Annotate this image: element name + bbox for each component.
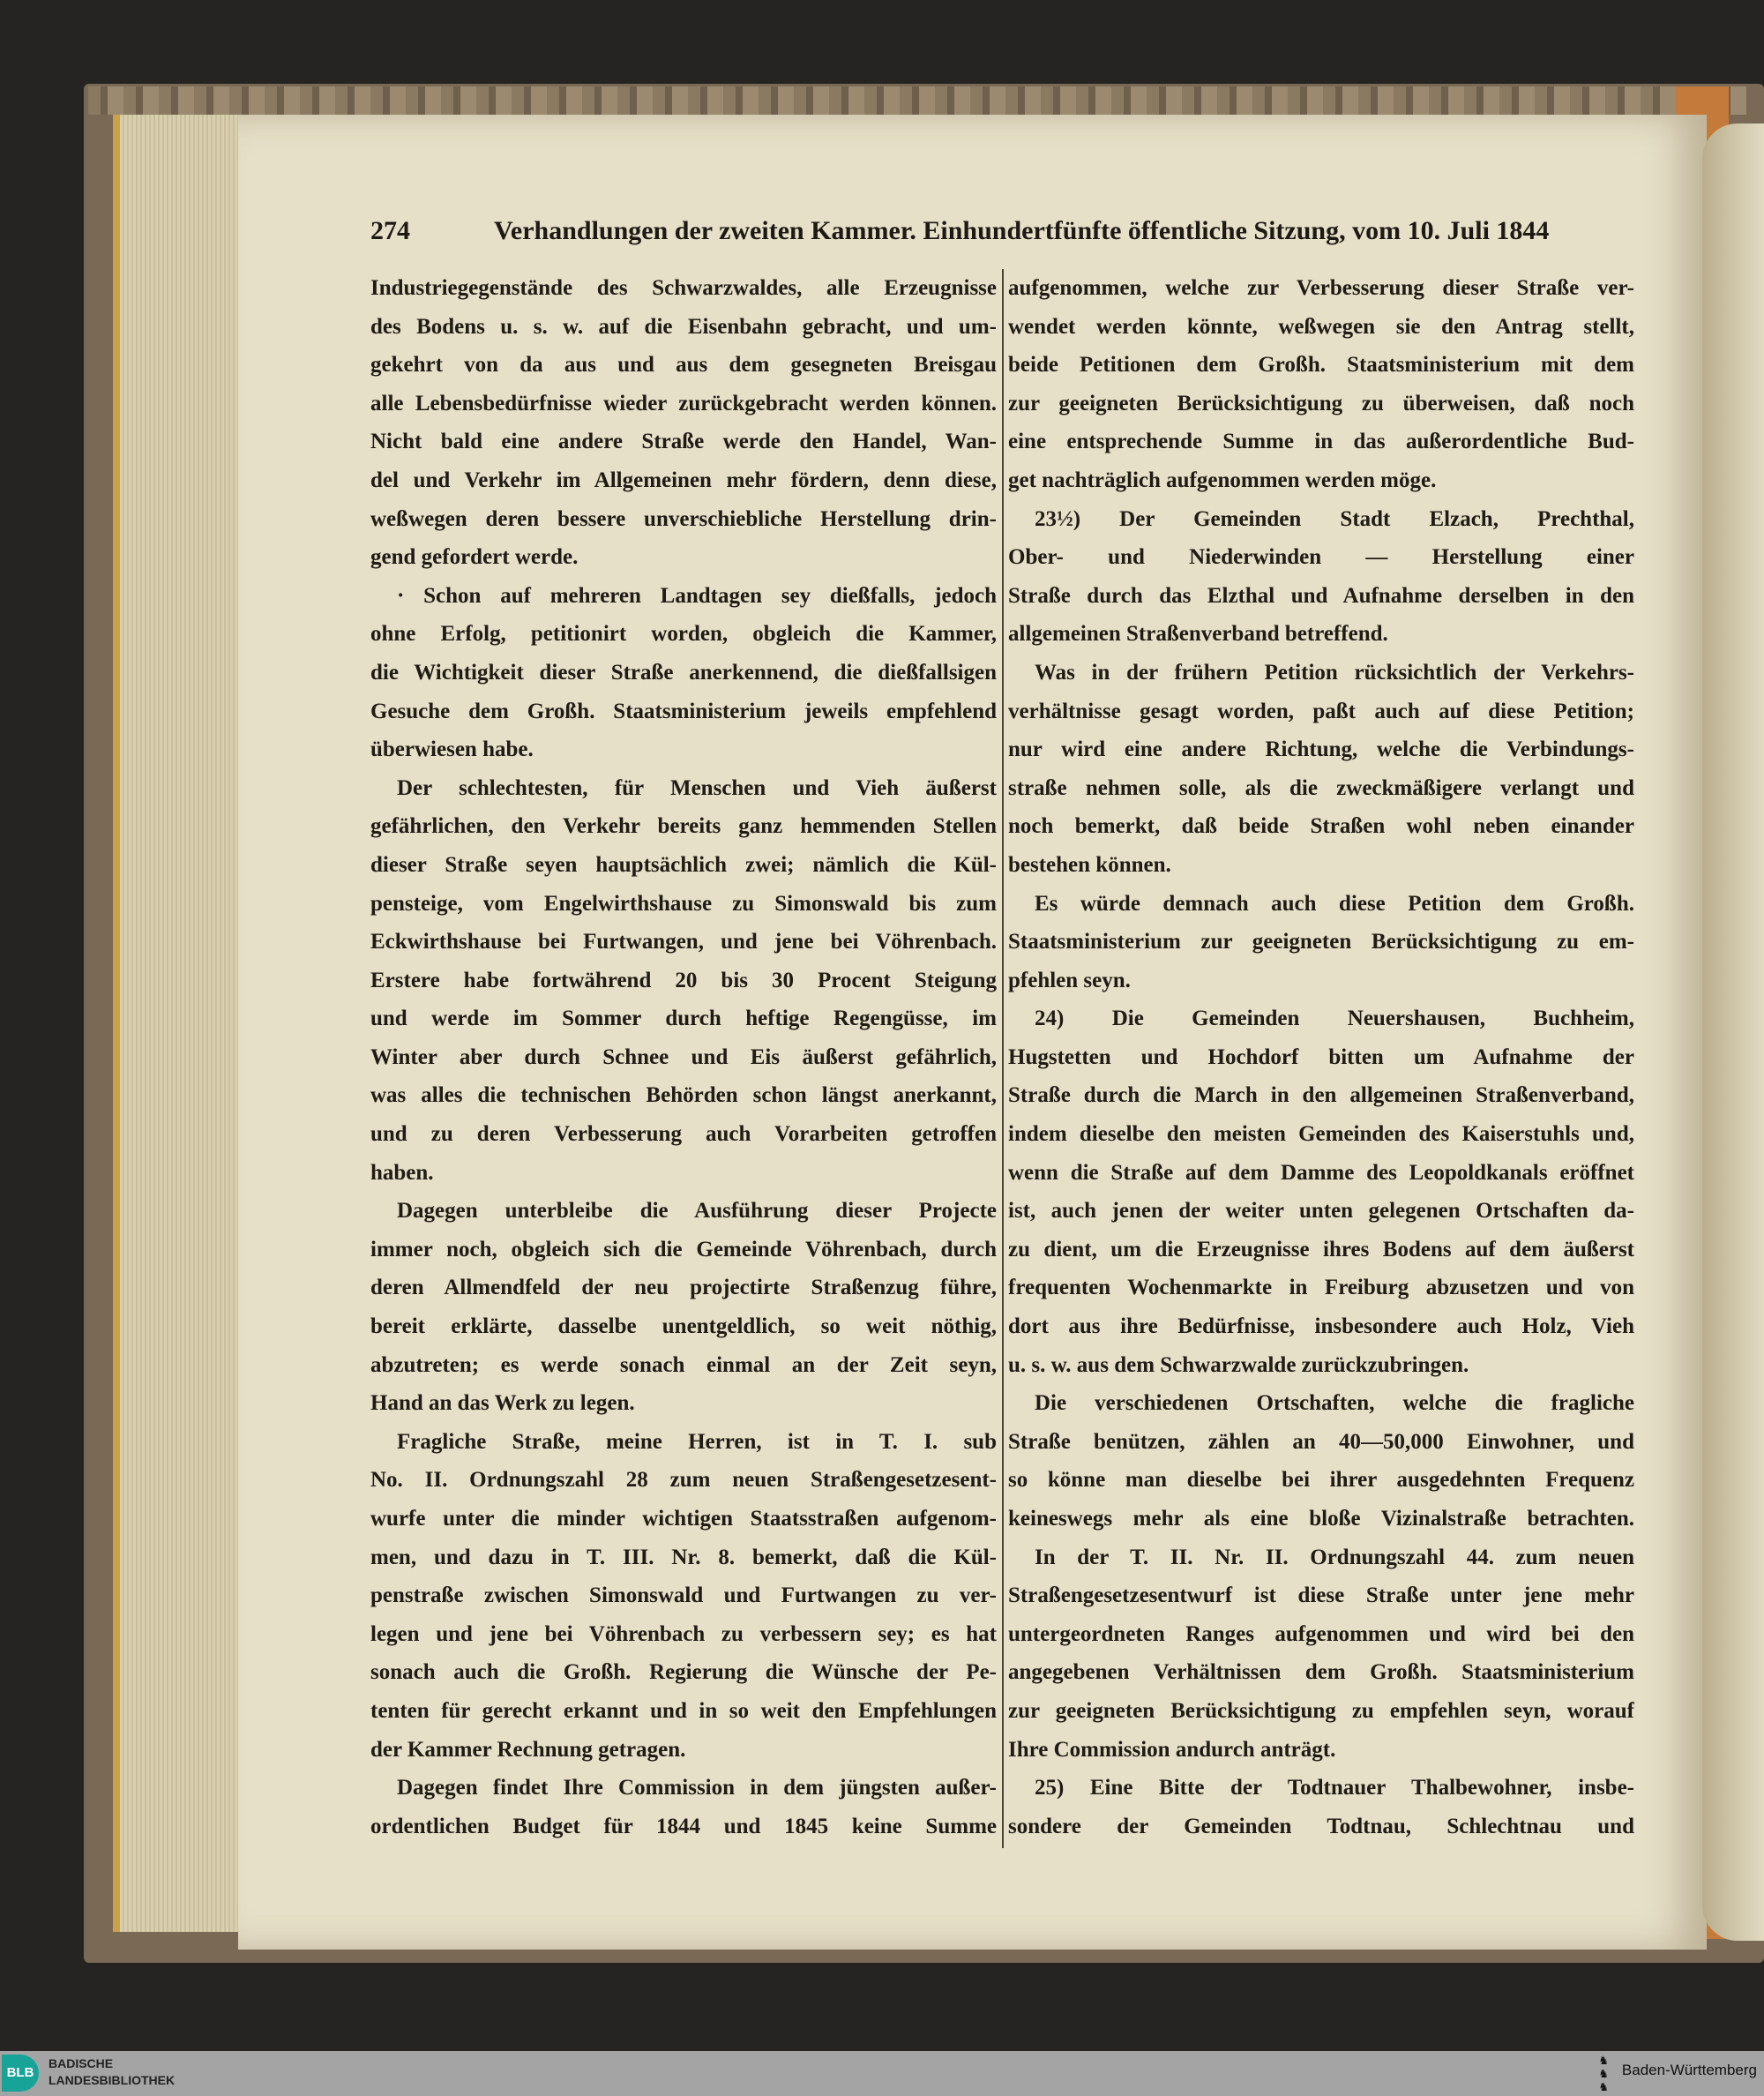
right-text-column xyxy=(1008,269,1634,1845)
text-line: Nicht bald eine andere Straße werde den Handel, Wan- xyxy=(370,430,997,454)
page-stack-edge xyxy=(113,115,252,1932)
text-line: dieser Straße seyen hauptsächlich zwei; nämlich die Kül- xyxy=(370,852,997,877)
text-line: aufgenommen, welche zur Verbesserung dieser Straße ver- xyxy=(1008,276,1634,300)
text-line: gefährlichen, den Verkehr bereits ganz hemmenden Stellen xyxy=(370,814,997,839)
text-line: untergeordneten Ranges aufgenommen und wird bei den xyxy=(1008,1621,1634,1646)
text-line: bestehen können. xyxy=(1008,852,1171,877)
library-name-line1: BADISCHE xyxy=(49,2056,114,2070)
text-line: angegebenen Verhältnissen dem Großh. Staatsministerium xyxy=(1008,1660,1634,1685)
next-page-curl xyxy=(1702,124,1764,1941)
blb-logo[interactable]: BLB xyxy=(2,2055,39,2092)
text-line: ohne Erfolg, petitionirt worden, obgleich die Kammer, xyxy=(370,622,997,647)
text-line: · Schon auf mehreren Landtagen sey dießfalls, jedoch xyxy=(397,583,997,608)
text-line: Industriegegenstände des Schwarzwaldes, alle Erzeugnisse xyxy=(370,276,997,300)
text-line: was alles die technischen Behörden schon längst anerkannt, xyxy=(370,1083,997,1108)
text-line: sondere der Gemeinden Todtnau, Schlechtnau und xyxy=(1008,1814,1634,1838)
text-line: Dagegen findet Ihre Commission in dem jüngsten außer- xyxy=(397,1776,997,1800)
text-line: so könne man dieselbe bei ihrer ausgedehnten Frequenz xyxy=(1008,1468,1634,1493)
text-line: des Bodens u. s. w. auf die Eisenbahn gebracht, und um- xyxy=(370,314,997,339)
text-line: Fragliche Straße, meine Herren, ist in T. I. sub xyxy=(397,1429,997,1454)
book-cover-marbled-edge xyxy=(88,86,1746,115)
text-line: ist, auch jenen der weiter unten gelegenen Ortschaften da- xyxy=(1008,1199,1634,1224)
text-line: gekehrt von da aus und aus dem gesegneten Breisgau xyxy=(370,353,997,378)
text-line: wendet werden könnte, weßwegen sie den Antrag stellt, xyxy=(1008,314,1634,339)
text-line: legen und jene bei Vöhrenbach zu verbessern sey; es hat xyxy=(370,1621,997,1646)
running-header xyxy=(370,216,1550,251)
library-name xyxy=(49,2055,175,2089)
text-line: Straße durch das Elzthal und Aufnahme derselben in den xyxy=(1008,583,1634,608)
text-line: zur geeigneten Berücksichtigung zu empfehlen seyn, worauf xyxy=(1008,1698,1634,1723)
text-line: 23½) Der Gemeinden Stadt Elzach, Prechthal, xyxy=(1035,506,1634,531)
text-line: penstraße zwischen Simonswald und Furtwangen zu ver- xyxy=(370,1583,997,1608)
text-line: beide Petitionen dem Großh. Staatsministerium mit dem xyxy=(1008,353,1634,378)
text-line: Ihre Commission andurch anträgt. xyxy=(1008,1737,1336,1762)
text-line: Staatsministerium zur geeigneten Berücksichtigung zu em- xyxy=(1008,930,1634,954)
viewer-footer xyxy=(0,2051,1764,2096)
running-title: Verhandlungen der zweiten Kammer. Einhundertfünfte öffentliche Sitzung, vom 10. Juli 1844 xyxy=(494,216,1550,245)
text-line: Straße durch die March in den allgemeinen Straßenverband, xyxy=(1008,1083,1634,1108)
text-line: wurfe unter die minder wichtigen Staatsstraßen aufgenom- xyxy=(370,1507,997,1531)
text-line: alle Lebensbedürfnisse wieder zurückgebracht werden können. xyxy=(370,391,997,415)
text-line: abzutreten; es werde sonach einmal an der Zeit seyn, xyxy=(370,1352,997,1377)
text-line: 24) Die Gemeinden Neuershausen, Buchheim, xyxy=(1035,1007,1634,1031)
text-line: wenn die Straße auf dem Damme des Leopoldkanals eröffnet xyxy=(1008,1160,1634,1185)
column-divider xyxy=(1002,269,1004,1848)
text-line: straße nehmen solle, als die zweckmäßigere verlangt und xyxy=(1008,775,1634,800)
text-line: Hand an das Werk zu legen. xyxy=(370,1391,635,1416)
text-line: überwiesen habe. xyxy=(370,737,534,762)
text-line: noch bemerkt, daß beide Straßen wohl neben einander xyxy=(1008,814,1634,839)
text-line: No. II. Ordnungszahl 28 zum neuen Straßengesetzesent- xyxy=(370,1468,997,1493)
text-line: indem dieselbe den meisten Gemeinden des Kaiserstuhls und, xyxy=(1008,1122,1634,1147)
text-line: eine entsprechende Summe in das außerordentliche Bud- xyxy=(1008,430,1634,454)
text-line: Hugstetten und Hochdorf bitten um Aufnahme der xyxy=(1008,1044,1634,1069)
text-line: Es würde demnach auch diese Petition dem Großh. xyxy=(1035,891,1634,916)
text-line: men, und dazu in T. III. Nr. 8. bemerkt, daß die Kül- xyxy=(370,1545,997,1569)
text-line: und zu deren Verbesserung auch Vorarbeiten getroffen xyxy=(370,1122,997,1147)
text-line: zu dient, um die Erzeugnisse ihres Bodens auf dem äußerst xyxy=(1008,1237,1634,1261)
text-line: frequenten Wochenmarkte in Freiburg abzusetzen und von xyxy=(1008,1276,1634,1300)
state-label: Baden-Württemberg xyxy=(1621,2062,1757,2078)
text-line: Dagegen unterbleibe die Ausführung dieser Projecte xyxy=(397,1199,997,1224)
text-line: deren Allmendfeld der neu projectirte Straßenzug führe, xyxy=(370,1276,997,1300)
text-line: u. s. w. aus dem Schwarzwalde zurückzubringen. xyxy=(1008,1352,1469,1377)
text-line: bereit erklärte, dasselbe unentgeldlich, so weit nöthig, xyxy=(370,1314,997,1339)
text-line: keineswegs mehr als eine bloße Vizinalstraße betrachten. xyxy=(1008,1507,1634,1531)
text-line: Straße benützen, zählen an 40—50,000 Einwohner, und xyxy=(1008,1429,1634,1454)
text-line: dort aus ihre Bedürfnisse, insbesondere auch Holz, Vieh xyxy=(1008,1314,1634,1339)
text-line: tenten für gerecht erkannt und in so weit den Empfehlungen xyxy=(370,1698,997,1723)
text-line: Winter aber durch Schnee und Eis äußerst gefährlich, xyxy=(370,1044,997,1069)
text-line: der Kammer Rechnung getragen. xyxy=(370,1737,686,1762)
text-line: Straßengesetzesentwurf ist diese Straße unter jene mehr xyxy=(1008,1583,1634,1608)
text-line: sonach auch die Großh. Regierung die Wünsche der Pe- xyxy=(370,1660,997,1685)
text-line: und werde im Sommer durch heftige Regengüsse, im xyxy=(370,1007,997,1031)
text-line: Erstere habe fortwährend 20 bis 30 Procent Steigung xyxy=(370,968,997,992)
text-line: zur geeigneten Berücksichtigung zu überweisen, daß noch xyxy=(1008,391,1634,415)
text-line: pfehlen seyn. xyxy=(1008,968,1131,992)
text-line: nur wird eine andere Richtung, welche die Verbindungs- xyxy=(1008,737,1634,762)
library-name-line2: LANDESBIBLIOTHEK xyxy=(49,2073,176,2087)
text-line: die Wichtigkeit dieser Straße anerkennend, die dießfallsigen xyxy=(370,660,997,685)
text-line: pensteige, vom Engelwirthshause zu Simonswald bis zum xyxy=(370,891,997,916)
text-line: Eckwirthshause bei Furtwangen, und jene bei Vöhrenbach. xyxy=(370,930,997,954)
text-line: haben. xyxy=(370,1160,434,1185)
text-line: get nachträglich aufgenommen werden möge. xyxy=(1008,468,1437,492)
text-line: Die verschiedenen Ortschaften, welche die fragliche xyxy=(1035,1391,1634,1416)
left-text-column xyxy=(370,269,997,1845)
text-line: Was in der frühern Petition rücksichtlich der Verkehrs- xyxy=(1035,660,1634,685)
text-line: Gesuche dem Großh. Staatsministerium jeweils empfehlend xyxy=(370,699,997,723)
text-line: allgemeinen Straßenverband betreffend. xyxy=(1008,622,1388,647)
text-line: weßwegen deren bessere unverschiebliche Herstellung drin- xyxy=(370,506,997,531)
text-line: 25) Eine Bitte der Todtnauer Thalbewohner, insbe- xyxy=(1035,1776,1634,1800)
text-line: In der T. II. Nr. II. Ordnungszahl 44. zum neuen xyxy=(1035,1545,1634,1569)
page-number: 274 xyxy=(370,216,410,245)
coat-of-arms-icon: ♞ ♞ ♞ xyxy=(1598,2054,1609,2093)
text-line: immer noch, obgleich sich die Gemeinde Vöhrenbach, durch xyxy=(370,1237,997,1261)
text-line: verhältnisse gesagt worden, paßt auch auf diese Petition; xyxy=(1008,699,1634,723)
text-line: Ober- und Niederwinden — Herstellung einer xyxy=(1008,545,1634,570)
text-line: Der schlechtesten, für Menschen und Vieh äußerst xyxy=(397,775,997,800)
text-line: del und Verkehr im Allgemeinen mehr fördern, denn diese, xyxy=(370,468,997,492)
text-line: gend gefordert werde. xyxy=(370,545,579,570)
text-line: ordentlichen Budget für 1844 und 1845 keine Summe xyxy=(370,1814,997,1838)
